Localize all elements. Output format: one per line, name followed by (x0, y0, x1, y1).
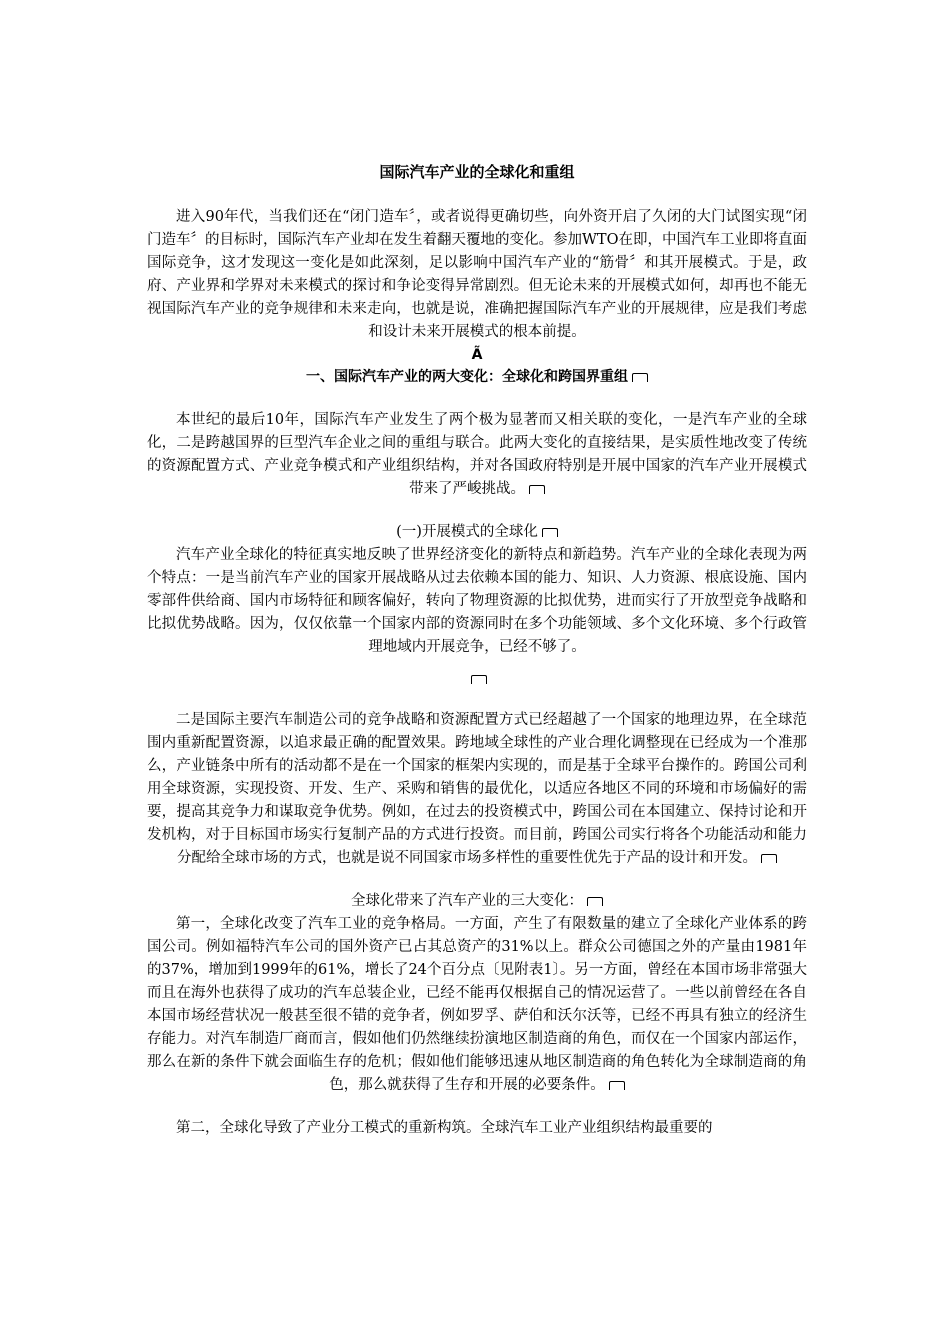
second-point-text: 二是国际主要汽车制造公司的竞争战略和资源配置方式已经超越了一个国家的地理边界，在全球范围内重新配置资源，以追求最正确的配置效果。跨地域全球性的产业合理化调整现在已经成为一个准那么，产业链条中所有的活动都不是在一个国家的框架内实现的，而是基于全球平台操作的。跨国公司利用全球资源，实现投资、开发、生产、采购和销售的最优化，以适应各地区不同的环境和市场偏好的需要，提高其竞争力和谋取竞争优势。例如，在过去的投资模式中，跨国公司在本国建立、保持讨论和开发机构，对于目标国市场实行复制产品的方式进行投资。而目前，跨国公司实行将各个功能活动和能力分配给全球市场的方式，也就是说不同国家市场多样性的重要性优先于产品的设计和开发。 (147, 712, 807, 866)
subsection1-paragraph (147, 544, 807, 659)
changes-heading (147, 890, 807, 913)
paragraph-mark-icon (542, 528, 558, 537)
document-title: 国际汽车产业的全球化和重组 (379, 163, 575, 181)
section1-text: 本世纪的最后10年，国际汽车产业发生了两个极为显著而又相关联的变化，一是汽车产业的全球化，二是跨越国界的巨型汽车企业之间的重组与联合。此两大变化的直接结果，是实质性地改变了传统的资源配置方式、产业竞争模式和产业组织结构，并对各国政府特别是开展中国家的汽车产业开展模式带来了严峻挑战。 (147, 412, 807, 497)
change2-text: 第二，全球化导致了产业分工模式的重新构筑。全球汽车工业产业组织结构最重要的 (176, 1120, 713, 1136)
spacer (147, 501, 807, 521)
change2-paragraph (147, 1117, 807, 1140)
subsection1-text: 汽车产业全球化的特征真实地反映了世界经济变化的新特点和新趋势。汽车产业的全球化表现为两个特点：一是当前汽车产业的国家开展战略从过去依赖本国的能力、知识、人力资源、根底设施、国内零部件供给商、国内市场特征和顾客偏好，转向了物理资源的比拟优势，进而实行了开放型竞争战略和比拟优势战略。因为，仅仅依靠一个国家内部的资源同时在多个功能领域、多个文化环境、多个行政管理地域内开展竞争，已经不够了。 (147, 547, 807, 655)
paragraph-mark-icon (632, 373, 648, 382)
subsection1-heading (147, 521, 807, 544)
change1-paragraph (147, 913, 807, 1097)
spacer (147, 1097, 807, 1117)
empty-paragraph-line (147, 667, 807, 689)
spacer (147, 689, 807, 709)
stray-glyph: Ã (471, 347, 483, 363)
paragraph-mark-icon (761, 854, 777, 863)
document-body (147, 160, 807, 1140)
intro-paragraph (147, 206, 807, 344)
section1-heading (147, 366, 807, 389)
subsection1-heading-text: (一)开展模式的全球化 (396, 524, 538, 540)
second-point-paragraph (147, 709, 807, 870)
paragraph-mark-icon (587, 897, 603, 906)
paragraph-mark-icon (609, 1081, 625, 1090)
spacer (147, 389, 807, 409)
change1-text: 第一，全球化改变了汽车工业的竞争格局。一方面，产生了有限数量的建立了全球化产业体系的跨国公司。例如福特汽车公司的国外资产已占其总资产的31%以上。群众公司德国之外的产量由1981年的37%，增加到1999年的61%，增长了24个百分点〔见附表1〕。另一方面，曾经在本国市场非常强大而且在海外也获得了成功的汽车总装企业，已经不能再仅根据自己的情况运营了。一些以前曾经在各自本国市场经营状况一般甚至很不错的竞争者，例如罗孚、萨伯和沃尔沃等，已经不再具有独立的经济生存能力。对汽车制造厂商而言，假如他们仍然继续扮演地区制造商的角色，而仅在一个国家内部运作，那么在新的条件下就会面临生存的危机；假如他们能够迅速从地区制造商的角色转化为全球制造商的角色，那么就获得了生存和开展的必要条件。 (147, 916, 807, 1093)
changes-heading-text: 全球化带来了汽车产业的三大变化： (351, 893, 583, 909)
section1-heading-text: 一、国际汽车产业的两大变化：全球化和跨国界重组 (306, 369, 628, 385)
paragraph-mark-icon (529, 485, 545, 494)
intro-text: 进入90年代，当我们还在“闭门造车〞，或者说得更确切些，向外资开启了久闭的大门试图实现“闭门造车〞的目标时，国际汽车产业却在发生着翻天覆地的变化。参加WTO在即，中国汽车工业即将直面国际竞争，这才发现这一变化是如此深刻，足以影响中国汽车产业的“筋骨〞和其开展模式。于是，政府、产业界和学界对未来模式的探讨和争论变得异常剧烈。但无论未来的开展模式如何，却再也不能无视国际汽车产业的竞争规律和未来走向，也就是说，准确把握国际汽车产业的开展规律，应是我们考虑和设计未来开展模式的根本前提。 (147, 209, 807, 340)
spacer (147, 870, 807, 890)
spacer (147, 659, 807, 667)
section1-paragraph (147, 409, 807, 501)
paragraph-mark-icon (471, 675, 487, 684)
